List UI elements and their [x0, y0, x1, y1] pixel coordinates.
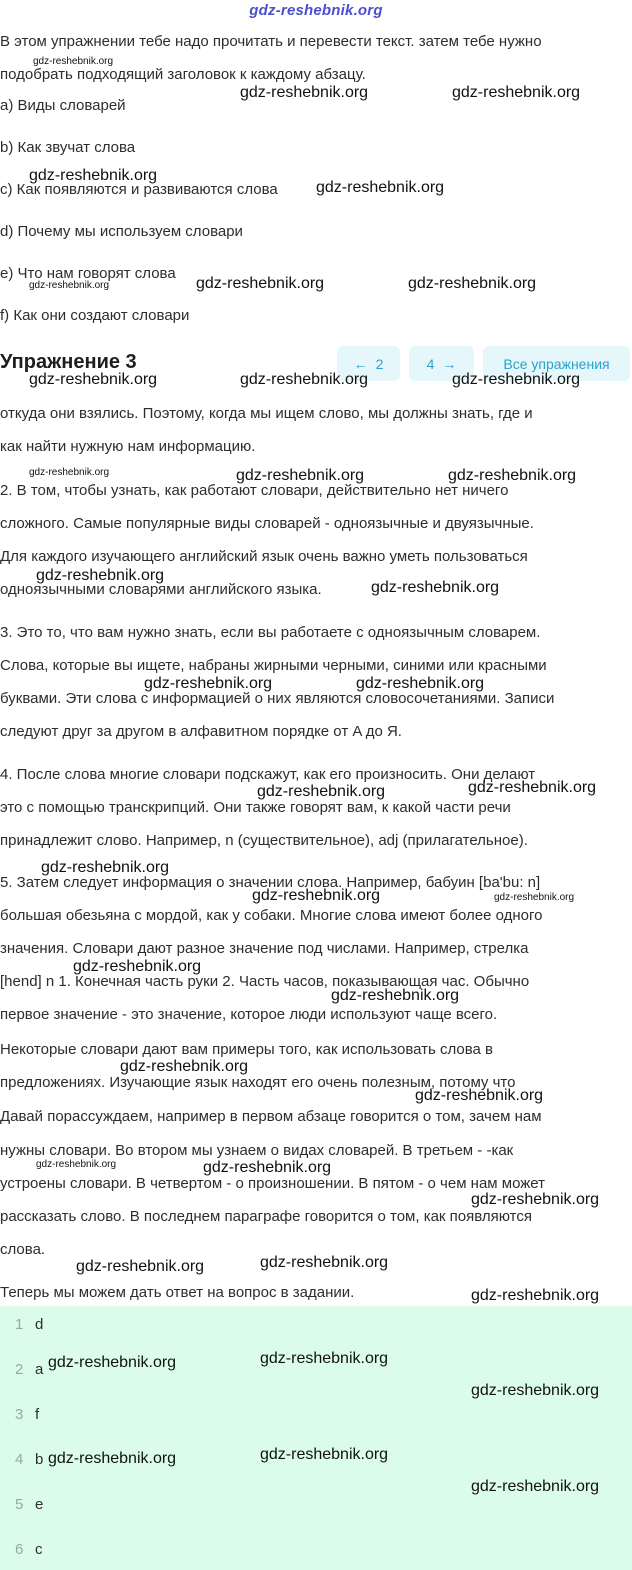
- watermark: gdz-reshebnik.org: [48, 1450, 177, 1467]
- exercise-title: Упражнение 3: [0, 351, 137, 373]
- watermark: gdz-reshebnik.org: [120, 1058, 249, 1075]
- watermark: gdz-reshebnik.org: [36, 567, 165, 584]
- text-line: принадлежит слово. Например, n (существительное), adj (прилагательное).: [0, 832, 528, 849]
- text-line: первое значение - это значение, которое люди используют чаще всего.: [0, 1006, 498, 1023]
- text-line: [hend] n 1. Конечная часть руки 2. Часть часов, показывающая час. Обычно: [0, 973, 530, 990]
- watermark: gdz-reshebnik.org: [260, 1446, 389, 1463]
- text-line: Некоторые словари дают вам примеры того, как использовать слова в: [0, 1041, 494, 1058]
- text-line: нужны словари. Во втором мы узнаем о видах словарей. В третьем - -как: [0, 1142, 514, 1159]
- next-exercise-label: 4: [426, 355, 435, 372]
- text-line: как найти нужную нам информацию.: [0, 438, 256, 455]
- answer-list: [0, 1306, 632, 1570]
- prev-exercise-label: 2: [375, 355, 384, 372]
- watermark: gdz-reshebnik.org: [76, 1258, 205, 1275]
- watermark: gdz-reshebnik.org: [196, 275, 325, 292]
- arrow-left-icon: ←: [353, 355, 368, 372]
- answer-number: 3: [15, 1406, 24, 1423]
- watermark: gdz-reshebnik.org: [29, 167, 158, 184]
- text-line: Теперь мы можем дать ответ на вопрос в задании.: [0, 1284, 355, 1301]
- all-exercises-label: Все упражнения: [503, 355, 610, 372]
- text-line: устроены словари. В четвертом - о произношении. В пятом - о чем нам может: [0, 1175, 546, 1192]
- answer-number: 2: [15, 1361, 24, 1378]
- text-line: рассказать слово. В последнем параграфе говорится о том, как появляются: [0, 1208, 532, 1225]
- text-line: 5. Затем следует информация о значении слова. Например, бабуин [ba'bu: n]: [0, 874, 541, 891]
- text-line: Давай порассуждаем, например в первом абзаце говорится о том, зачем нам: [0, 1108, 542, 1125]
- watermark: gdz-reshebnik.org: [29, 467, 110, 478]
- watermark: gdz-reshebnik.org: [252, 887, 381, 904]
- text-line: следуют друг за другом в алфавитном порядке от A до Я.: [0, 723, 402, 740]
- watermark: gdz-reshebnik.org: [356, 675, 485, 692]
- watermark: gdz-reshebnik.org: [260, 1350, 389, 1367]
- text-line: предложениях. Изучающие язык находят его очень полезным, потому что: [0, 1074, 516, 1091]
- answer-value: c: [35, 1541, 43, 1558]
- watermark: gdz-reshebnik.org: [73, 958, 202, 975]
- watermark: gdz-reshebnik.org: [203, 1159, 332, 1176]
- answer-number: 6: [15, 1541, 24, 1558]
- watermark: gdz-reshebnik.org: [371, 579, 500, 596]
- watermark: gdz-reshebnik.org: [448, 467, 577, 484]
- option-c: c) Как появляются и развиваются слова: [0, 181, 278, 198]
- text-line: значения. Словари дают разное значение под числами. Например, стрелка: [0, 940, 529, 957]
- text-line: Для каждого изучающего английский язык очень важно уметь пользоваться: [0, 548, 528, 565]
- watermark: gdz-reshebnik.org: [240, 371, 369, 388]
- text-line: 4. После слова многие словари подскажут, как его произносить. Они делают: [0, 766, 536, 783]
- text-line: Слова, которые вы ищете, набраны жирными черными, синими или красными: [0, 657, 547, 674]
- intro-line-2: подобрать подходящий заголовок к каждому абзацу.: [0, 66, 366, 83]
- watermark: gdz-reshebnik.org: [471, 1382, 600, 1399]
- option-a: а) Виды словарей: [0, 97, 126, 114]
- watermark: gdz-reshebnik.org: [48, 1354, 177, 1371]
- answer-value: b: [35, 1451, 44, 1468]
- watermark: gdz-reshebnik.org: [29, 371, 158, 388]
- option-b: b) Как звучат слова: [0, 139, 136, 156]
- watermark: gdz-reshebnik.org: [257, 783, 386, 800]
- text-line: большая обезьяна с мордой, как у собаки. Многие слова имеют более одного: [0, 907, 543, 924]
- watermark: gdz-reshebnik.org: [29, 280, 110, 291]
- watermark: gdz-reshebnik.org: [331, 987, 460, 1004]
- text-line: это с помощью транскрипций. Они также говорят вам, к какой части речи: [0, 799, 511, 816]
- text-line: буквами. Эти слова с информацией о них являются словосочетаниями. Записи: [0, 690, 555, 707]
- watermark: gdz-reshebnik.org: [471, 1191, 600, 1208]
- option-e: e) Что нам говорят слова: [0, 265, 176, 282]
- watermark: gdz-reshebnik.org: [144, 675, 273, 692]
- watermark: gdz-reshebnik.org: [471, 1478, 600, 1495]
- watermark: gdz-reshebnik.org: [240, 84, 369, 101]
- intro-line-1: В этом упражнении тебе надо прочитать и перевести текст. затем тебе нужно: [0, 33, 542, 50]
- text-line: откуда они взялись. Поэтому, когда мы ищем слово, мы должны знать, где и: [0, 405, 533, 422]
- text-line: одноязычными словарями английского языка.: [0, 581, 322, 598]
- watermark: gdz-reshebnik.org: [452, 371, 581, 388]
- watermark: gdz-reshebnik.org: [494, 892, 575, 903]
- answer-number: 5: [15, 1496, 24, 1513]
- watermark: gdz-reshebnik.org: [408, 275, 537, 292]
- option-d: d) Почему мы используем словари: [0, 223, 243, 240]
- option-f: f) Как они создают словари: [0, 307, 190, 324]
- site-header-watermark: gdz-reshebnik.org: [249, 2, 383, 19]
- text-line: сложного. Самые популярные виды словарей - одноязычные и двуязычные.: [0, 515, 534, 532]
- answer-value: a: [35, 1361, 44, 1378]
- answer-value: f: [35, 1406, 40, 1423]
- answer-value: d: [35, 1316, 44, 1333]
- watermark: gdz-reshebnik.org: [36, 1159, 117, 1170]
- text-line: 3. Это то, что вам нужно знать, если вы работаете с одноязычным словарем.: [0, 624, 541, 641]
- watermark: gdz-reshebnik.org: [316, 179, 445, 196]
- text-line: слова.: [0, 1241, 46, 1258]
- watermark: gdz-reshebnik.org: [260, 1254, 389, 1271]
- watermark: gdz-reshebnik.org: [33, 56, 114, 67]
- watermark: gdz-reshebnik.org: [452, 84, 581, 101]
- answer-value: e: [35, 1496, 44, 1513]
- watermark: gdz-reshebnik.org: [471, 1287, 600, 1304]
- text-line: 2. В том, чтобы узнать, как работают словари, действительно нет ничего: [0, 482, 509, 499]
- answer-number: 4: [15, 1451, 24, 1468]
- watermark: gdz-reshebnik.org: [236, 467, 365, 484]
- answer-number: 1: [15, 1316, 24, 1333]
- watermark: gdz-reshebnik.org: [468, 779, 597, 796]
- watermark: gdz-reshebnik.org: [415, 1087, 544, 1104]
- watermark: gdz-reshebnik.org: [41, 859, 170, 876]
- arrow-right-icon: →: [442, 355, 457, 372]
